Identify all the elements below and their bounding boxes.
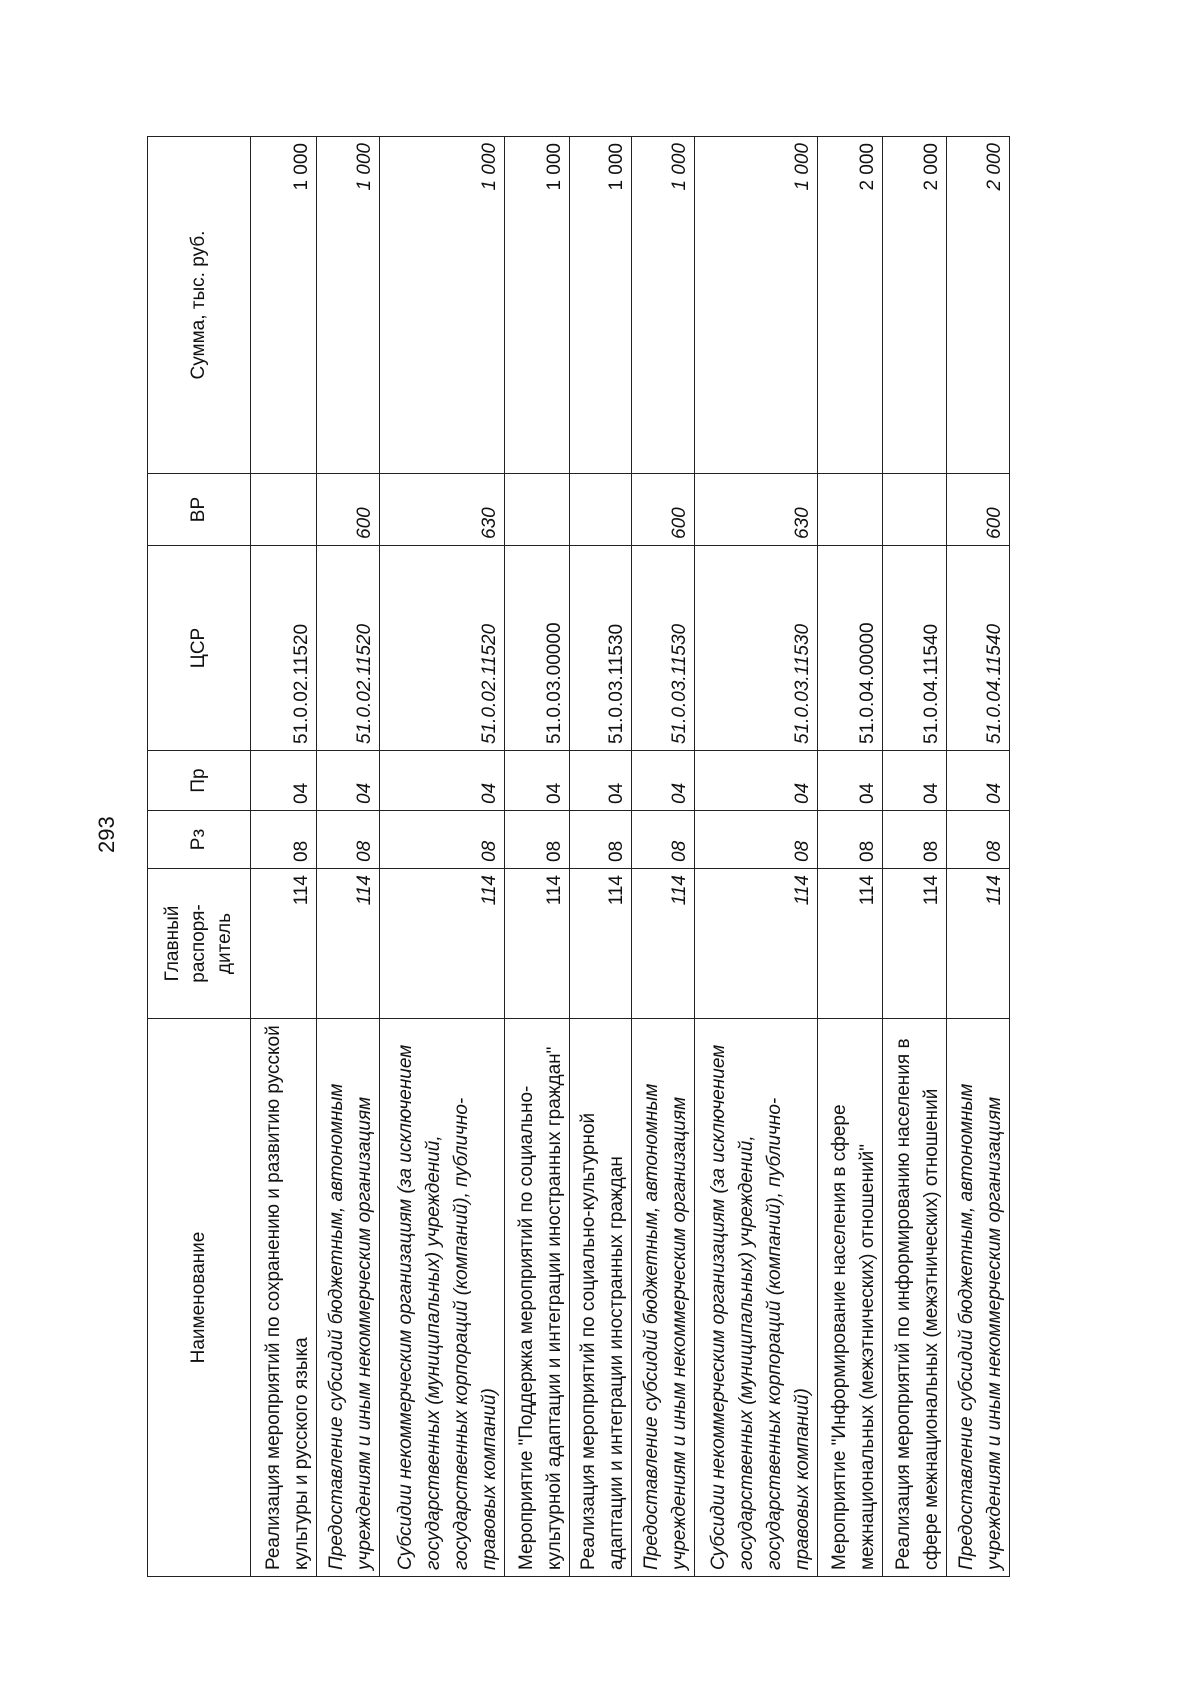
row-name: Субсидии некоммерческим организациям (за исключением государственных (муниципальных) учреждений, государственных корпораций (компаний), публично-правовых компаний) — [694, 1019, 817, 1577]
row-csr: 51.0.03.11530 — [694, 546, 817, 751]
row-manager: 114 — [504, 869, 570, 1019]
budget-table-container — [147, 137, 1010, 1577]
row-pr: 04 — [316, 751, 379, 811]
row-rz: 08 — [694, 811, 817, 869]
table-row — [379, 137, 504, 1577]
row-name: Предоставление субсидий бюджетным, автономным учреждениям и иным некоммерческим организациям — [946, 1019, 1010, 1577]
row-manager: 114 — [316, 869, 379, 1019]
page-number: 293 — [94, 816, 119, 853]
row-manager: 114 — [570, 869, 631, 1019]
row-vr: 600 — [316, 474, 379, 546]
header-vr: ВР — [148, 474, 251, 546]
row-sum: 1 000 — [379, 137, 504, 474]
table-header-row — [148, 137, 251, 1577]
row-vr: 630 — [694, 474, 817, 546]
row-rz: 08 — [251, 811, 317, 869]
table-row — [251, 137, 317, 1577]
row-rz: 08 — [570, 811, 631, 869]
row-name: Мероприятие "Информирование населения в сфере межнациональных (межэтнических) отношений" — [817, 1019, 883, 1577]
row-pr: 04 — [251, 751, 317, 811]
row-rz: 08 — [946, 811, 1010, 869]
row-rz: 08 — [379, 811, 504, 869]
header-manager: Главный распоря-дитель — [148, 869, 251, 1019]
row-csr: 51.0.03.11530 — [570, 546, 631, 751]
row-name: Реализация мероприятий по социально-культурной адаптации и интеграции иностранных граждан — [570, 1019, 631, 1577]
row-manager: 114 — [694, 869, 817, 1019]
row-manager: 114 — [883, 869, 946, 1019]
row-sum: 2 000 — [946, 137, 1010, 474]
header-sum: Сумма, тыс. руб. — [148, 137, 251, 474]
row-pr: 04 — [946, 751, 1010, 811]
header-pr: Пр — [148, 751, 251, 811]
row-manager: 114 — [946, 869, 1010, 1019]
row-csr: 51.0.02.11520 — [379, 546, 504, 751]
row-vr — [817, 474, 883, 546]
table-row — [631, 137, 694, 1577]
row-sum: 1 000 — [504, 137, 570, 474]
budget-table — [147, 136, 1010, 1577]
row-name: Субсидии некоммерческим организациям (за исключением государственных (муниципальных) учреждений, государственных корпораций (компаний), публично-правовых компаний) — [379, 1019, 504, 1577]
row-sum: 2 000 — [883, 137, 946, 474]
row-csr: 51.0.03.11530 — [631, 546, 694, 751]
row-pr: 04 — [694, 751, 817, 811]
row-pr: 04 — [883, 751, 946, 811]
row-manager: 114 — [379, 869, 504, 1019]
table-row — [883, 137, 946, 1577]
table-row — [570, 137, 631, 1577]
table-row — [694, 137, 817, 1577]
row-name: Реализация мероприятий по информированию населения в сфере межнациональных (межэтнических) отношений — [883, 1019, 946, 1577]
row-sum: 1 000 — [694, 137, 817, 474]
row-vr: 630 — [379, 474, 504, 546]
row-vr — [883, 474, 946, 546]
table-row — [817, 137, 883, 1577]
row-sum: 1 000 — [570, 137, 631, 474]
row-pr: 04 — [817, 751, 883, 811]
row-rz: 08 — [817, 811, 883, 869]
row-vr — [251, 474, 317, 546]
row-manager: 114 — [251, 869, 317, 1019]
row-pr: 04 — [379, 751, 504, 811]
row-rz: 08 — [504, 811, 570, 869]
row-manager: 114 — [817, 869, 883, 1019]
row-pr: 04 — [631, 751, 694, 811]
row-sum: 2 000 — [817, 137, 883, 474]
row-vr — [570, 474, 631, 546]
row-sum: 1 000 — [316, 137, 379, 474]
header-csr: ЦСР — [148, 546, 251, 751]
row-csr: 51.0.03.00000 — [504, 546, 570, 751]
row-pr: 04 — [504, 751, 570, 811]
table-row — [946, 137, 1010, 1577]
row-csr: 51.0.02.11520 — [316, 546, 379, 751]
row-csr: 51.0.04.11540 — [946, 546, 1010, 751]
row-rz: 08 — [316, 811, 379, 869]
header-rz: Рз — [148, 811, 251, 869]
row-vr: 600 — [631, 474, 694, 546]
table-row — [316, 137, 379, 1577]
header-name: Наименование — [148, 1019, 251, 1577]
row-manager: 114 — [631, 869, 694, 1019]
row-rz: 08 — [631, 811, 694, 869]
row-sum: 1 000 — [631, 137, 694, 474]
row-name: Предоставление субсидий бюджетным, автономным учреждениям и иным некоммерческим организациям — [631, 1019, 694, 1577]
row-name: Мероприятие "Поддержка мероприятий по социально-культурной адаптации и интеграции иностранных граждан" — [504, 1019, 570, 1577]
row-sum: 1 000 — [251, 137, 317, 474]
row-vr: 600 — [946, 474, 1010, 546]
row-pr: 04 — [570, 751, 631, 811]
row-name: Реализация мероприятий по сохранению и развитию русской культуры и русского языка — [251, 1019, 317, 1577]
table-row — [504, 137, 570, 1577]
row-rz: 08 — [883, 811, 946, 869]
row-vr — [504, 474, 570, 546]
row-csr: 51.0.04.00000 — [817, 546, 883, 751]
row-csr: 51.0.02.11520 — [251, 546, 317, 751]
row-csr: 51.0.04.11540 — [883, 546, 946, 751]
row-name: Предоставление субсидий бюджетным, автономным учреждениям и иным некоммерческим организациям — [316, 1019, 379, 1577]
